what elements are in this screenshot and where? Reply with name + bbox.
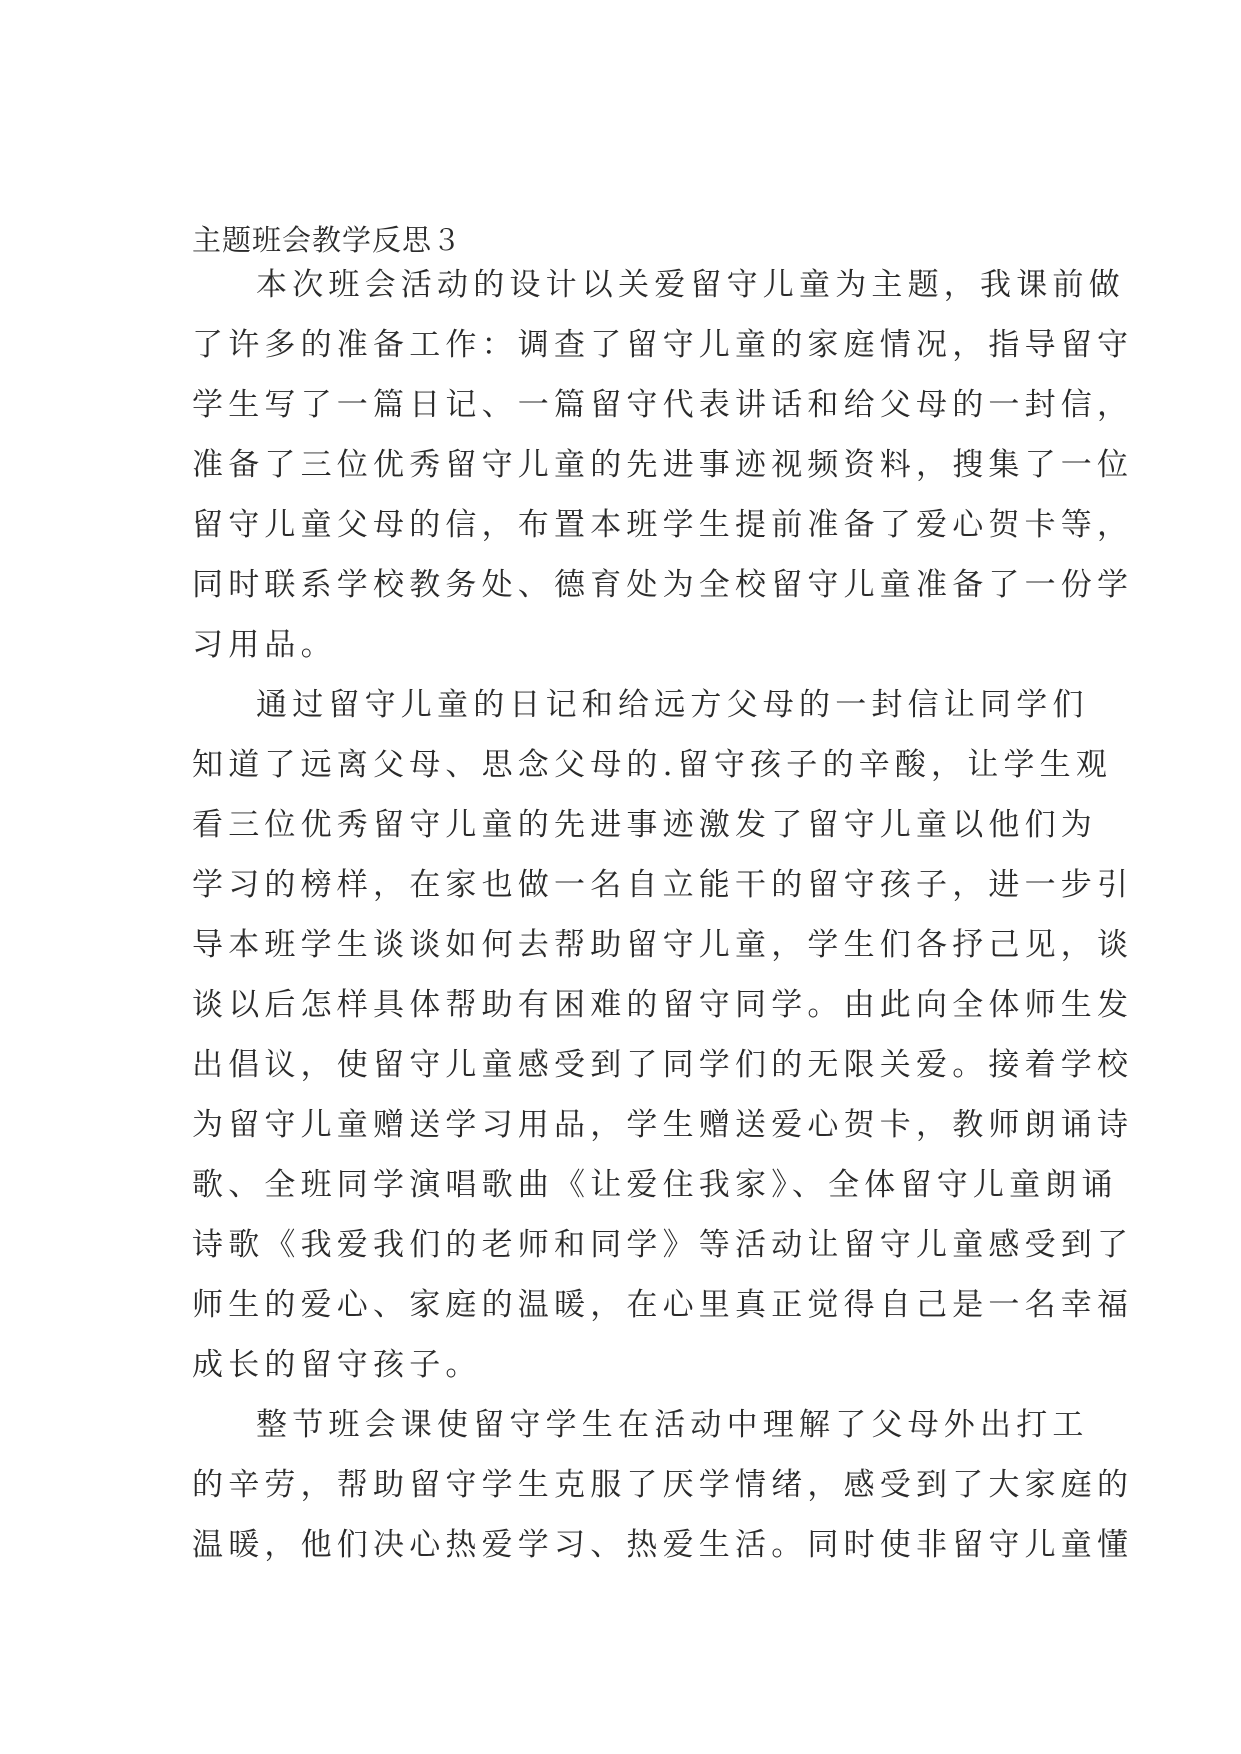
paragraph-2: [192, 675, 1133, 1395]
text-line: 学习的榜样，在家也做一名自立能干的留守孩子，进一步引: [192, 867, 1134, 903]
text-line: 整节班会课使留守学生在活动中理解了父母外出打工: [256, 1407, 1089, 1443]
text-line: 成长的留守孩子。: [192, 1347, 482, 1383]
text-line: 的辛劳，帮助留守学生克服了厌学情绪，感受到了大家庭的: [192, 1467, 1134, 1503]
text-line: 为留守儿童赠送学习用品，学生赠送爱心贺卡，教师朗诵诗: [192, 1107, 1134, 1143]
paragraph-3: [192, 1395, 1133, 1575]
document-title: 主题班会教学反思３: [192, 223, 463, 257]
text-line: 同时联系学校教务处、德育处为全校留守儿童准备了一份学: [192, 567, 1134, 603]
text-line: 歌、全班同学演唱歌曲《让爱住我家》、全体留守儿童朗诵: [192, 1167, 1118, 1203]
text-line: 诗歌《我爱我们的老师和同学》等活动让留守儿童感受到了: [192, 1227, 1134, 1263]
text-line: 留守儿童父母的信，布置本班学生提前准备了爱心贺卡等，: [192, 507, 1134, 543]
text-line: 本次班会活动的设计以关爱留守儿童为主题，我课前做: [256, 267, 1125, 303]
paragraph-1: [192, 255, 1133, 675]
text-line: 准备了三位优秀留守儿童的先进事迹视频资料，搜集了一位: [192, 447, 1134, 483]
text-line: 看三位优秀留守儿童的先进事迹激发了留守儿童以他们为: [192, 807, 1097, 843]
text-line: 温暖，他们决心热爱学习、热爱生活。同时使非留守儿童懂: [192, 1527, 1134, 1563]
text-line: 师生的爱心、家庭的温暖，在心里真正觉得自己是一名幸福: [192, 1287, 1134, 1323]
text-line: 谈以后怎样具体帮助有困难的留守同学。由此向全体师生发: [192, 987, 1134, 1023]
text-line: 知道了远离父母、思念父母的.留守孩子的辛酸，让学生观: [192, 747, 1113, 783]
text-line: 习用品。: [192, 627, 337, 663]
text-line: 通过留守儿童的日记和给远方父母的一封信让同学们: [256, 687, 1089, 723]
text-line: 了许多的准备工作：调查了留守儿童的家庭情况，指导留守: [192, 327, 1134, 363]
text-line: 出倡议，使留守儿童感受到了同学们的无限关爱。接着学校: [192, 1047, 1134, 1083]
text-line: 学生写了一篇日记、一篇留守代表讲话和给父母的一封信，: [192, 387, 1134, 423]
text-line: 导本班学生谈谈如何去帮助留守儿童，学生们各抒己见，谈: [192, 927, 1134, 963]
